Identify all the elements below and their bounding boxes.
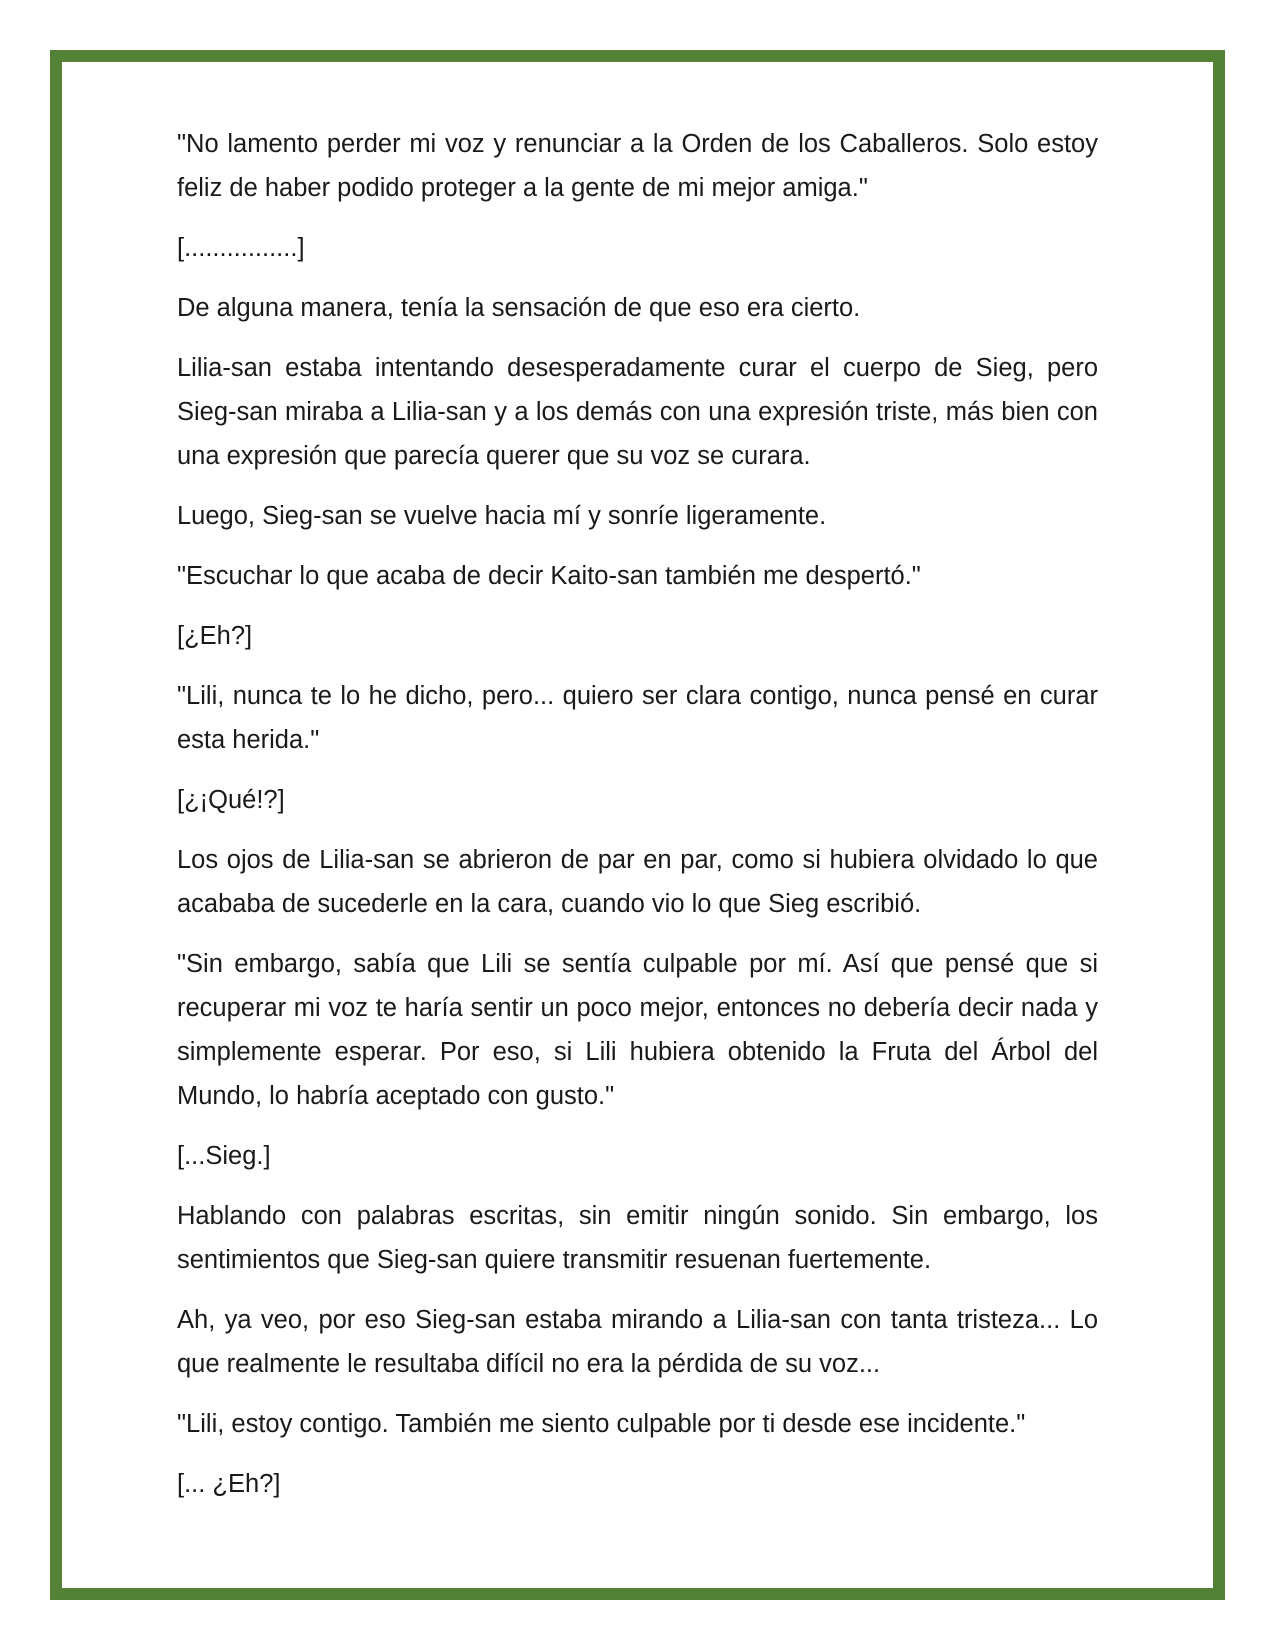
paragraph: [¿Eh?]	[177, 622, 253, 650]
paragraph: "Sin embargo, sabía que Lili se sentía culpable por mí. Así que pensé que si recuperar mi voz te haría sentir un poco mejor, entonces no debería decir nada y simplemente esperar. Por eso, si Lili hubiera obtenido la Fruta del Árbol del Mundo, lo habría aceptado con gusto."	[177, 950, 1098, 1110]
paragraph: "Lili, nunca te lo he dicho, pero... quiero ser clara contigo, nunca pensé en curar esta herida."	[177, 682, 1098, 754]
paragraph: [...Sieg.]	[177, 1142, 271, 1170]
paragraph: [... ¿Eh?]	[177, 1470, 281, 1498]
paragraph: [................]	[177, 234, 305, 262]
paragraph: Lilia-san estaba intentando desesperadamente curar el cuerpo de Sieg, pero Sieg-san miraba a Lilia-san y a los demás con una expresión triste, más bien con una expresión que parecía querer que su voz se curara.	[177, 354, 1098, 470]
paragraph: Hablando con palabras escritas, sin emitir ningún sonido. Sin embargo, los sentimientos que Sieg-san quiere transmitir resuenan fuertemente.	[177, 1202, 1098, 1274]
paragraph: De alguna manera, tenía la sensación de que eso era cierto.	[177, 294, 861, 322]
document-body	[177, 122, 1098, 1506]
paragraph: "Lili, estoy contigo. También me siento culpable por ti desde ese incidente."	[177, 1410, 1026, 1438]
paragraph: Luego, Sieg-san se vuelve hacia mí y sonríe ligeramente.	[177, 502, 827, 530]
paragraph: [¿¡Qué!?]	[177, 786, 285, 814]
paragraph: "Escuchar lo que acaba de decir Kaito-san también me despertó."	[177, 562, 921, 590]
paragraph: "No lamento perder mi voz y renunciar a la Orden de los Caballeros. Solo estoy feliz de haber podido proteger a la gente de mi mejor amiga."	[177, 130, 1098, 202]
paragraph: Los ojos de Lilia-san se abrieron de par en par, como si hubiera olvidado lo que acababa de sucederle en la cara, cuando vio lo que Sieg escribió.	[177, 846, 1098, 918]
paragraph: Ah, ya veo, por eso Sieg-san estaba mirando a Lilia-san con tanta tristeza... Lo que realmente le resultaba difícil no era la pérdida de su voz...	[177, 1306, 1098, 1378]
